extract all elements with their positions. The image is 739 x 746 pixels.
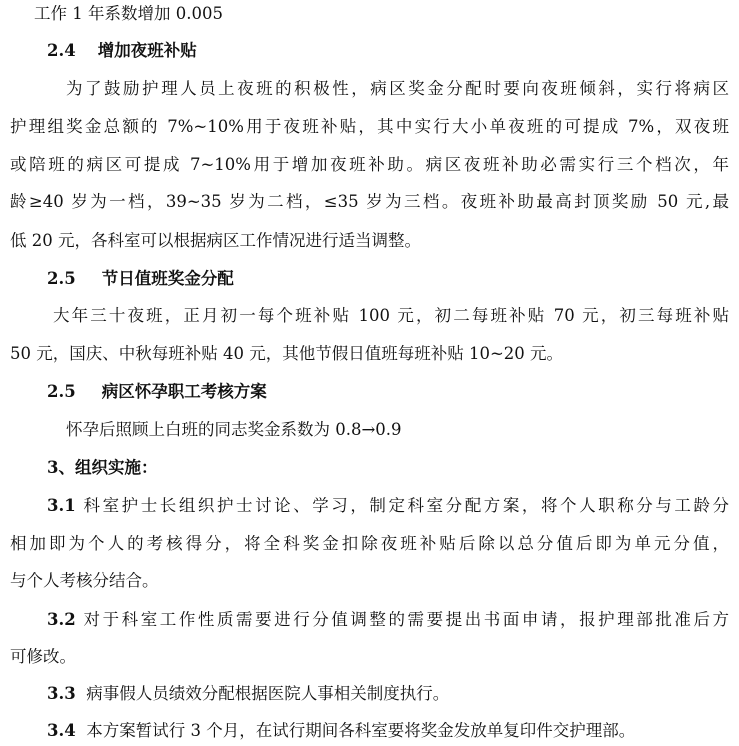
section-2-4-heading	[47, 37, 729, 65]
pregnancy-coefficient-text: 怀孕后照顾上白班的同志奖金系数为 0.8→0.9	[66, 420, 402, 439]
paragraph-line: 护理组奖金总额的 7%~10%用于夜班补贴，其中实行大小单夜班的可提成 7%，双夜班	[10, 117, 729, 136]
section-title: 增加夜班补贴	[97, 41, 197, 60]
item-number: 3.3	[47, 684, 76, 703]
item-3-1-line: 与个人考核分结合。	[10, 571, 159, 590]
paragraph-line: 龄≥40 岁为一档，39~35 岁为二档，≤35 岁为三档。夜班补助最高封顶奖励 50 元,最	[10, 192, 729, 211]
paragraph-line: 大年三十夜班，正月初一每个班补贴 100 元，初二每班补贴 70 元，初三每班补贴	[53, 306, 729, 325]
item-text: 科室护士长组织护士讨论、学习，制定科室分配方案，将个人职称分与工龄分	[83, 496, 729, 515]
paragraph-line: 或陪班的病区可提成 7~10%用于增加夜班补助。病区夜班补助必需实行三个档次，年	[10, 155, 729, 174]
item-3-2-line	[47, 606, 729, 634]
item-number: 3.4	[47, 721, 76, 740]
section-number: 2.5	[47, 382, 76, 401]
item-text: 对于科室工作性质需要进行分值调整的需要提出书面申请，报护理部批准后方	[83, 610, 729, 629]
item-number: 3.2	[47, 610, 76, 629]
section-2-5-holiday-heading	[47, 265, 729, 293]
paragraph-line: 低 20 元，各科室可以根据病区工作情况进行适当调整。	[10, 231, 421, 250]
item-3-2-line: 可修改。	[10, 647, 76, 666]
section-number: 2.4	[47, 41, 76, 60]
section-number: 2.5	[47, 269, 76, 288]
section-2-5-pregnancy-heading	[47, 378, 729, 406]
section-3-heading: 3、组织实施：	[47, 458, 158, 477]
item-3-3-line	[47, 680, 729, 708]
item-3-4-line	[47, 717, 729, 745]
item-text: 病事假人员绩效分配根据医院人事相关制度执行。	[86, 684, 450, 703]
section-title: 节日值班奖金分配	[101, 269, 234, 288]
item-3-1-line: 相加即为个人的考核得分，将全科奖金扣除夜班补贴后除以总分值后即为单元分值，	[10, 534, 729, 553]
coefficient-note: 工作 1 年系数增加 0.005	[34, 4, 223, 23]
item-number: 3.1	[47, 496, 76, 515]
section-title: 病区怀孕职工考核方案	[101, 382, 267, 401]
paragraph-line: 50 元，国庆、中秋每班补贴 40 元，其他节假日值班每班补贴 10~20 元。	[10, 344, 564, 363]
paragraph-line: 为了鼓励护理人员上夜班的积极性，病区奖金分配时要向夜班倾斜，实行将病区	[66, 79, 729, 98]
item-3-1-line	[47, 492, 729, 520]
item-text: 本方案暂试行 3 个月，在试行期间各科室要将奖金发放单复印件交护理部。	[86, 721, 636, 740]
